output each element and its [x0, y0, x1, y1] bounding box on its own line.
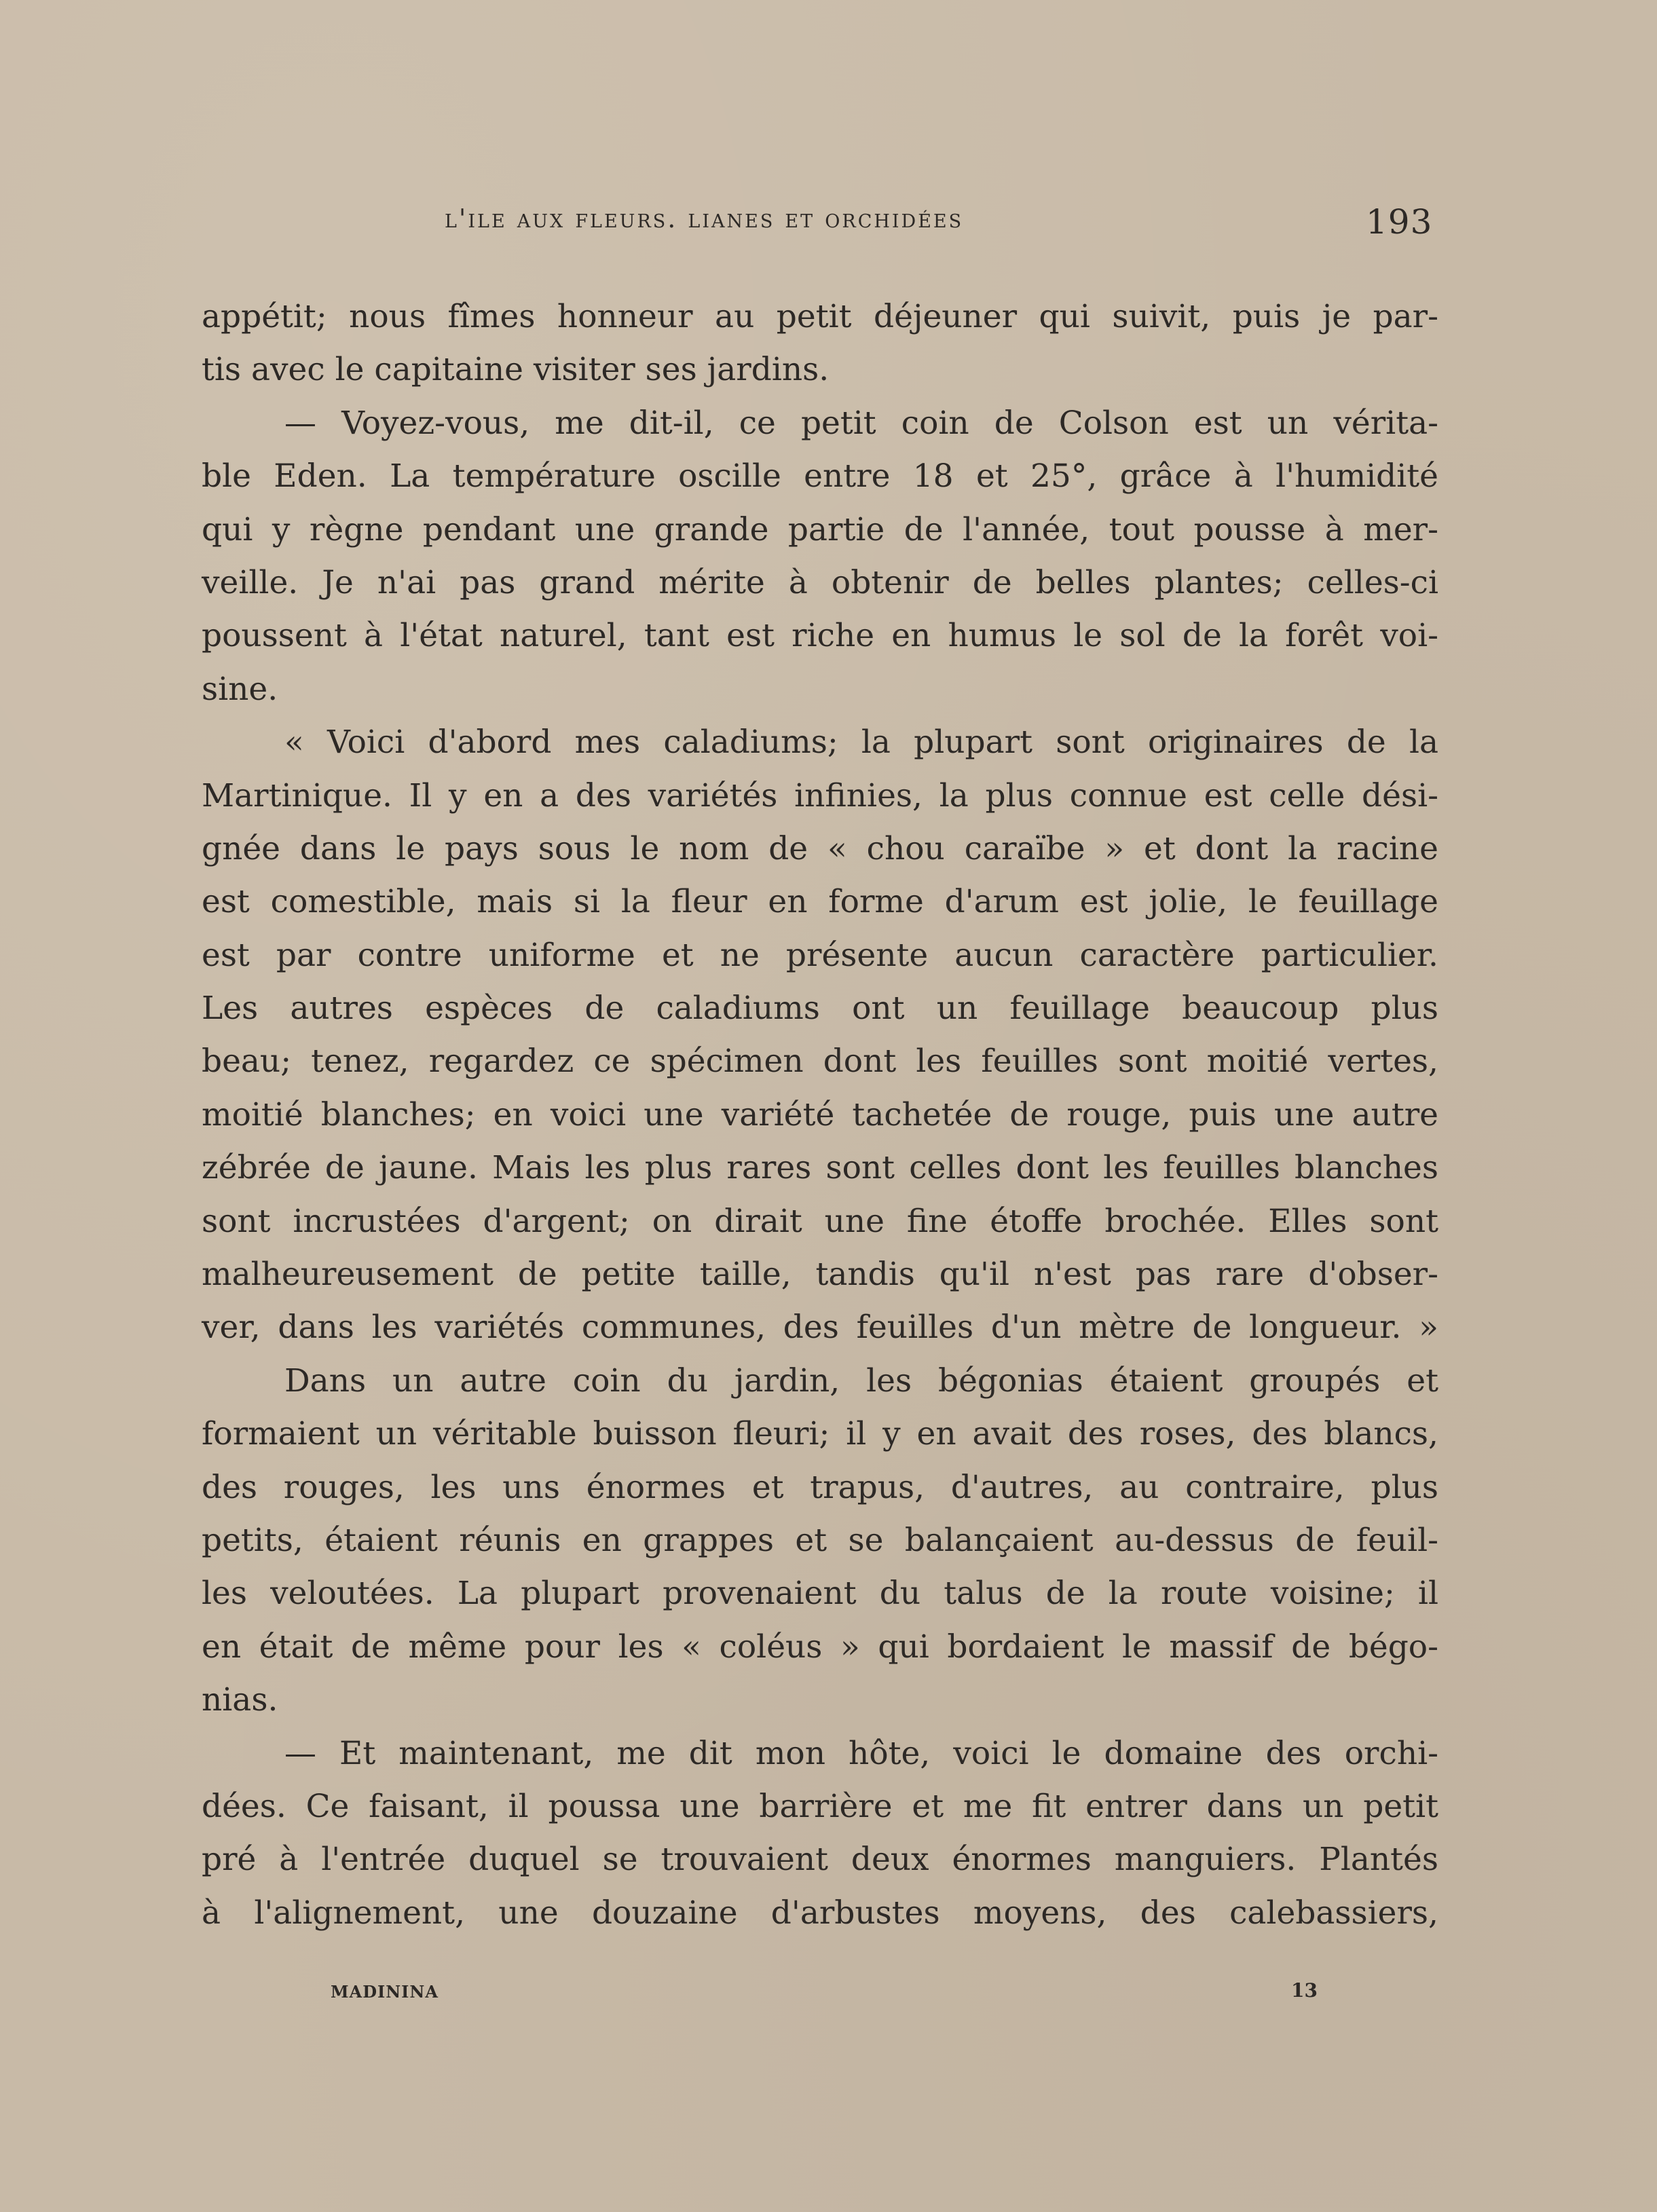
text-line: « Voici d'abord mes caladiums; la plupart sont originaires de la: [284, 724, 1438, 762]
text-line: — Et maintenant, me dit mon hôte, voici le domaine des orchi-: [284, 1734, 1438, 1772]
footer-signature-title: MADININA: [331, 1982, 439, 2002]
text-line: formaient un véritable buisson fleuri; il y en avait des roses, des blancs,: [202, 1415, 1438, 1453]
text-line: poussent à l'état naturel, tant est riche en humus le sol de la forêt voi-: [202, 617, 1438, 655]
text-line: — Voyez-vous, me dit-il, ce petit coin de Colson est un vérita-: [284, 404, 1438, 442]
text-line: des rouges, les uns énormes et trapus, d'autres, au contraire, plus: [202, 1468, 1438, 1506]
text-line: veille. Je n'ai pas grand mérite à obtenir de belles plantes; celles-ci: [202, 563, 1438, 601]
text-line: petits, étaient réunis en grappes et se balançaient au-dessus de feuil-: [202, 1521, 1438, 1559]
text-line: Martinique. Il y en a des variétés infinies, la plus connue est celle dési-: [202, 776, 1438, 814]
text-line: est comestible, mais si la fleur en forme d'arum est jolie, le feuillage: [202, 883, 1438, 921]
text-line: appétit; nous fîmes honneur au petit déjeuner qui suivit, puis je par-: [202, 298, 1438, 335]
text-line: en était de même pour les « coléus » qui bordaient le massif de bégo-: [202, 1628, 1438, 1666]
text-line: zébrée de jaune. Mais les plus rares sont celles dont les feuilles blanches: [202, 1149, 1438, 1187]
text-line: les veloutées. La plupart provenaient du talus de la route voisine; il: [202, 1575, 1438, 1613]
text-line: sont incrustées d'argent; on dirait une fine étoffe brochée. Elles sont: [202, 1202, 1438, 1240]
text-line: sine.: [202, 670, 278, 708]
text-line: moitié blanches; en voici une variété tachetée de rouge, puis une autre: [202, 1095, 1438, 1133]
text-line: Les autres espèces de caladiums ont un feuillage beaucoup plus: [202, 990, 1438, 1028]
text-line: gnée dans le pays sous le nom de « chou caraïbe » et dont la racine: [202, 829, 1438, 867]
text-line: beau; tenez, regardez ce spécimen dont les feuilles sont moitié vertes,: [202, 1043, 1438, 1081]
text-line: malheureusement de petite taille, tandis qu'il n'est pas rare d'obser-: [202, 1256, 1438, 1294]
text-line: dées. Ce faisant, il poussa une barrière et me fit entrer dans un petit: [202, 1787, 1438, 1825]
running-title: l'ile aux fleurs. lianes et orchidées: [445, 204, 964, 233]
page-number: 193: [1366, 202, 1433, 242]
text-line: qui y règne pendant une grande partie de l'année, tout pousse à mer-: [202, 510, 1438, 548]
text-line: pré à l'entrée duquel se trouvaient deux énormes manguiers. Plantés: [202, 1841, 1438, 1879]
footer-signature-number: 13: [1291, 1979, 1318, 2002]
text-line: Dans un autre coin du jardin, les bégonias étaient groupés et: [284, 1362, 1438, 1400]
text-line: ble Eden. La température oscille entre 18 et 25°, grâce à l'humidité: [202, 457, 1438, 495]
body-text: [202, 290, 1438, 1940]
text-line: tis avec le capitaine visiter ses jardins.: [202, 351, 830, 389]
text-line: nias.: [202, 1681, 278, 1719]
text-line: est par contre uniforme et ne présente aucun caractère particulier.: [202, 936, 1438, 974]
text-line: à l'alignement, une douzaine d'arbustes moyens, des calebassiers,: [202, 1894, 1438, 1932]
text-line: ver, dans les variétés communes, des feuilles d'un mètre de longueur. »: [202, 1309, 1438, 1347]
